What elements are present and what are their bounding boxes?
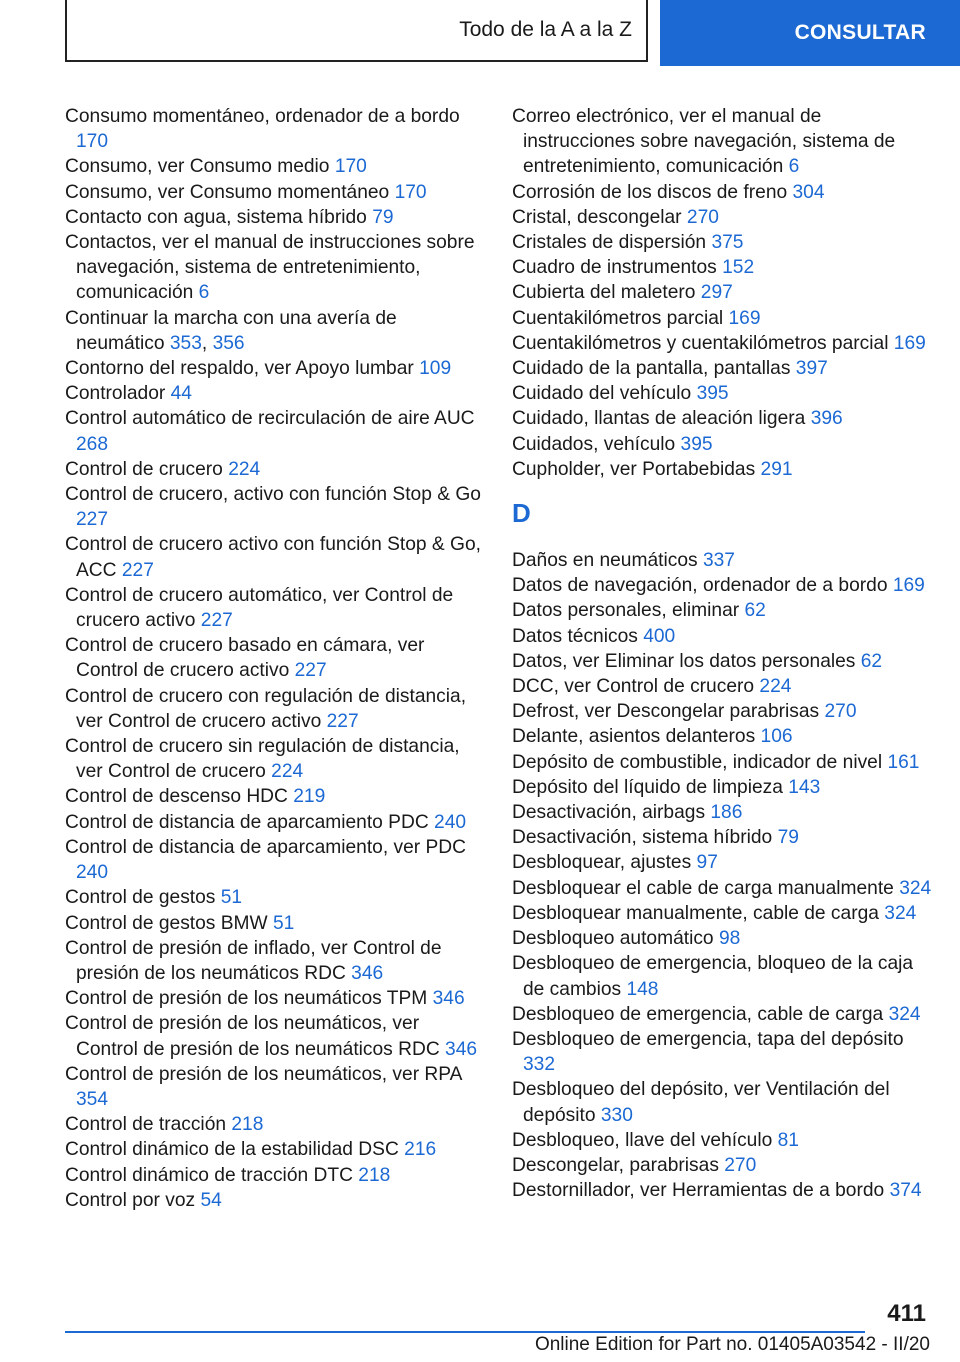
- index-entry: [65, 532, 485, 582]
- page-link[interactable]: 227: [76, 509, 109, 531]
- index-entry: [65, 381, 485, 406]
- page-link[interactable]: 62: [744, 600, 766, 622]
- index-entry-term: Desactivación, airbags: [512, 802, 706, 824]
- page-link[interactable]: 324: [899, 877, 932, 899]
- index-entry: [512, 406, 932, 431]
- index-entry-term: Cuidados, vehículo: [512, 433, 676, 455]
- index-entry: [65, 457, 485, 482]
- index-entry: [512, 104, 932, 180]
- page-link[interactable]: 240: [434, 811, 467, 833]
- page-link[interactable]: 81: [777, 1129, 799, 1151]
- index-entry: [512, 674, 932, 699]
- page-link[interactable]: 51: [272, 912, 295, 934]
- index-entry-term: Desbloqueo de emergencia, cable de carga: [512, 1003, 884, 1025]
- page-link[interactable]: 148: [626, 978, 659, 1000]
- index-entry-term: Depósito del líquido de limpieza: [512, 776, 783, 798]
- page-link[interactable]: 270: [824, 701, 857, 723]
- page-link[interactable]: 170: [394, 181, 427, 203]
- page-link[interactable]: 97: [696, 852, 718, 874]
- index-entry: [512, 825, 932, 850]
- index-entry-term: Destornillador, ver Herramientas de a bordo: [512, 1180, 885, 1202]
- index-entry-term: Control de crucero sin regulación de distancia, ver Control de crucero: [65, 736, 460, 783]
- index-entry-term: Control dinámico de tracción DTC: [65, 1164, 353, 1186]
- page-link[interactable]: 224: [271, 761, 304, 783]
- page-link[interactable]: 62: [860, 650, 883, 672]
- index-entry-term: Cubierta del maletero: [512, 282, 696, 304]
- index-entry: [65, 1062, 485, 1112]
- index-entry-term: Desbloquear el cable de carga manualmente: [512, 877, 894, 899]
- footer-edition: Online Edition for Part no. 01405A03542 - II/20: [534, 1334, 930, 1355]
- index-entry: [65, 633, 485, 683]
- index-entry: [65, 1137, 485, 1162]
- page-link[interactable]: 227: [326, 710, 359, 732]
- index-entry-term: Control de crucero con regulación de distancia, ver Control de crucero activo: [65, 685, 467, 732]
- page-link[interactable]: 346: [432, 988, 465, 1010]
- index-entry-term: Control de presión de los neumáticos, ver RPA: [65, 1063, 462, 1085]
- index-entry: [65, 1188, 485, 1213]
- index-entry: [512, 1153, 932, 1178]
- index-entry: [512, 548, 932, 573]
- index-entry-term: Control de presión de los neumáticos TPM: [65, 988, 428, 1010]
- index-entry: [512, 951, 932, 1001]
- index-entry-term: Consumo, ver Consumo medio: [65, 156, 330, 178]
- tab-index-a-z[interactable]: [65, 0, 648, 62]
- index-entry-term: Control de gestos BMW: [65, 912, 268, 934]
- index-entry-term: Desbloqueo de emergencia, bloqueo de la caja de cambios: [512, 953, 914, 1000]
- index-entry-term: Cuidado de la pantalla, pantallas: [512, 358, 791, 380]
- index-entry-term: Cuidado del vehículo: [512, 383, 692, 405]
- page-link[interactable]: 354: [76, 1088, 109, 1110]
- index-entry-term: Control de crucero, activo con función Stop & Go: [65, 484, 481, 506]
- index-entry: [65, 835, 485, 885]
- index-column-right: [512, 104, 932, 1203]
- page-link[interactable]: 374: [889, 1180, 922, 1202]
- index-entry-term: Control de presión de inflado, ver Control de presión de los neumáticos RDC: [65, 937, 442, 984]
- page-link[interactable]: 337: [702, 550, 735, 572]
- page-link[interactable]: 400: [643, 625, 676, 647]
- index-entry-term: Cuidado, llantas de aleación ligera: [512, 408, 806, 430]
- page-link[interactable]: 375: [711, 232, 744, 254]
- index-entry: [512, 230, 932, 255]
- page-link[interactable]: 170: [334, 156, 367, 178]
- index-entry: [512, 649, 932, 674]
- index-entry-term: Correo electrónico, ver el manual de instrucciones sobre navegación, sistema de entretenimiento, comunicación: [512, 106, 896, 178]
- page-link[interactable]: 152: [722, 257, 755, 279]
- index-entry-term: Consumo, ver Consumo momentáneo: [65, 181, 390, 203]
- index-entry: [65, 885, 485, 910]
- index-entry: [512, 850, 932, 875]
- index-entry: [65, 230, 485, 306]
- page-link[interactable]: 268: [76, 433, 109, 455]
- index-entry: [512, 432, 932, 457]
- index-entry: [512, 331, 932, 356]
- page-link[interactable]: 79: [777, 827, 799, 849]
- index-entry-term: Defrost, ver Descongelar parabrisas: [512, 701, 820, 723]
- index-entry: [65, 583, 485, 633]
- page-link[interactable]: 332: [523, 1054, 556, 1076]
- page-link[interactable]: 356: [212, 332, 245, 354]
- index-entry-term: Control de descenso HDC: [65, 786, 288, 808]
- page-link[interactable]: 44: [170, 383, 192, 405]
- tab-consultar-label: CONSULTAR: [794, 21, 926, 44]
- page-link[interactable]: 227: [121, 559, 154, 581]
- page-link[interactable]: 324: [888, 1003, 921, 1025]
- index-entry-term: Control de crucero automático, ver Control de crucero activo: [65, 584, 454, 632]
- page-link[interactable]: 219: [293, 786, 326, 808]
- index-entry: [512, 624, 932, 649]
- index-entry-term: Controlador: [65, 383, 166, 405]
- index-entry-term: Contacto con agua, sistema híbrido: [65, 206, 367, 228]
- index-entry: [512, 1027, 932, 1077]
- index-group-c: [512, 104, 932, 482]
- page-link[interactable]: 218: [231, 1114, 264, 1136]
- index-entry: [512, 1077, 932, 1127]
- index-entry-term: Desbloqueo, llave del vehículo: [512, 1129, 773, 1151]
- index-entry: [65, 154, 485, 179]
- index-entry: [65, 936, 485, 986]
- page-link[interactable]: 397: [795, 358, 828, 380]
- page-link[interactable]: 270: [724, 1154, 757, 1176]
- index-entry-term: Cristales de dispersión: [512, 232, 707, 254]
- page-link[interactable]: 224: [759, 676, 792, 698]
- page-link[interactable]: 291: [760, 458, 793, 480]
- index-entry-term: Delante, asientos delanteros: [512, 726, 756, 748]
- page-link[interactable]: 396: [810, 408, 843, 430]
- index-group-d: [512, 548, 932, 1203]
- index-entry: [512, 306, 932, 331]
- index-entry: [65, 1163, 485, 1188]
- index-entry-term: Daños en neumáticos: [512, 550, 698, 572]
- index-entry: [65, 986, 485, 1011]
- index-entry-term: Control de crucero basado en cámara, ver Control de crucero activo: [65, 635, 425, 682]
- index-entry: [512, 926, 932, 951]
- index-entry-term: Desbloquear, ajustes: [512, 852, 692, 874]
- page-link[interactable]: 54: [200, 1189, 222, 1211]
- index-entry: [512, 573, 932, 598]
- page-link[interactable]: 161: [887, 751, 920, 773]
- index-entry: [512, 457, 932, 482]
- index-entry: [65, 1112, 485, 1137]
- index-entry: [512, 750, 932, 775]
- page-link[interactable]: 395: [680, 433, 713, 455]
- page-link[interactable]: 227: [294, 660, 327, 682]
- index-entry-term: Depósito de combustible, indicador de nivel: [512, 751, 883, 773]
- index-entry: [65, 180, 485, 205]
- index-entry-term: Cristal, descongelar: [512, 206, 682, 228]
- index-entry-term: Cuentakilómetros parcial: [512, 307, 724, 329]
- page-link[interactable]: 353: [169, 332, 202, 354]
- index-entry: [65, 482, 485, 532]
- page-link[interactable]: 170: [76, 131, 109, 153]
- index-entry-term: Control de presión de los neumáticos, ver Control de presión de los neumáticos RDC: [65, 1013, 440, 1060]
- index-entry: [65, 205, 485, 230]
- index-entry: [65, 1011, 485, 1061]
- index-entry-term: Desbloqueo automático: [512, 928, 714, 950]
- index-entry: [512, 598, 932, 623]
- index-entry-term: Datos, ver Eliminar los datos personales: [512, 650, 856, 672]
- index-entry: [512, 775, 932, 800]
- index-entry-term: Cupholder, ver Portabebidas: [512, 458, 756, 480]
- page-link[interactable]: 186: [710, 802, 743, 824]
- index-entry-term: Control de crucero activo con función Stop & Go, ACC: [65, 534, 481, 581]
- page-link[interactable]: 169: [892, 575, 925, 597]
- page-link[interactable]: 346: [351, 962, 384, 984]
- index-entry-term: Control de distancia de aparcamiento, ver PDC: [65, 836, 467, 858]
- index-entry: [512, 1178, 932, 1203]
- index-entry: [512, 255, 932, 280]
- index-entry: [512, 876, 932, 901]
- index-entry-term: Control dinámico de la estabilidad DSC: [65, 1139, 399, 1161]
- index-entry: [512, 1128, 932, 1153]
- index-entry-term: Desbloquear manualmente, cable de carga: [512, 902, 879, 924]
- index-entry-term: Control de distancia de aparcamiento PDC: [65, 811, 429, 833]
- index-entry-term: Contorno del respaldo, ver Apoyo lumbar: [65, 358, 414, 380]
- page-link[interactable]: 240: [76, 862, 109, 884]
- index-entry-term: Consumo momentáneo, ordenador de a bordo: [65, 106, 460, 127]
- index-entry: [65, 684, 485, 734]
- page-link[interactable]: 6: [198, 282, 210, 304]
- index-entry: [65, 911, 485, 936]
- tab-consultar[interactable]: [660, 0, 960, 66]
- page-link[interactable]: 216: [404, 1139, 437, 1161]
- index-entry: [512, 356, 932, 381]
- index-entry-term: Control por voz: [65, 1189, 196, 1211]
- index-entry-term: Desbloqueo de emergencia, tapa del depósito: [512, 1028, 904, 1050]
- index-entry: [65, 810, 485, 835]
- index-entry: [65, 784, 485, 809]
- index-entry-term: Datos técnicos: [512, 625, 638, 647]
- index-entry-term: Desactivación, sistema híbrido: [512, 827, 773, 849]
- index-entry-term: Control de tracción: [65, 1114, 227, 1136]
- index-entry: [512, 381, 932, 406]
- page-link[interactable]: 79: [372, 206, 394, 228]
- index-entry: Continuar la marcha con una avería de neumático 353, 356: [65, 307, 397, 354]
- page-link[interactable]: 143: [788, 776, 821, 798]
- index-entry-term: DCC, ver Control de crucero: [512, 676, 755, 698]
- index-entry-term: Cuentakilómetros y cuentakilómetros parcial: [512, 332, 889, 354]
- page-link[interactable]: 6: [788, 156, 800, 178]
- index-entry: [512, 1002, 932, 1027]
- index-entry-term: Contactos, ver el manual de instrucciones sobre navegación, sistema de entretenimiento, comunicación: [65, 232, 475, 304]
- index-entry-term: Control de crucero: [65, 458, 223, 480]
- index-entry: [512, 180, 932, 205]
- footer-divider: [65, 1331, 865, 1333]
- page-link[interactable]: 270: [686, 206, 719, 228]
- page-link[interactable]: 169: [893, 332, 926, 354]
- page-link[interactable]: 109: [419, 358, 452, 380]
- index-entry: [512, 800, 932, 825]
- index-column-left: [65, 104, 485, 1213]
- index-entry: [65, 104, 485, 154]
- index-entry: [512, 699, 932, 724]
- index-entry-term: Corrosión de los discos de freno: [512, 181, 788, 203]
- page-link[interactable]: 346: [445, 1038, 478, 1060]
- index-entry: [512, 205, 932, 230]
- page-link[interactable]: 227: [200, 610, 233, 632]
- index-entry-term: Control automático de recirculación de aire AUC: [65, 408, 475, 430]
- index-entry-term: Continuar la marcha con una avería de neumático: [65, 307, 397, 354]
- page-link[interactable]: 330: [600, 1104, 633, 1126]
- index-entry-term: Control de gestos: [65, 887, 216, 909]
- tab-index-a-z-label: Todo de la A a la Z: [459, 18, 632, 41]
- index-entry: [512, 724, 932, 749]
- page-link[interactable]: 297: [700, 282, 733, 304]
- page-link[interactable]: 98: [718, 928, 741, 950]
- index-entry-term: Datos de navegación, ordenador de a bordo: [512, 575, 888, 597]
- page-link[interactable]: 224: [228, 458, 261, 480]
- page-link[interactable]: 395: [696, 383, 729, 405]
- index-entry: [512, 280, 932, 305]
- header-tabbar: [0, 0, 960, 66]
- index-entry: [65, 406, 485, 456]
- page-number: 411: [887, 1300, 926, 1327]
- index-entry-term: Desbloqueo del depósito, ver Ventilación del depósito: [512, 1079, 890, 1126]
- page-link[interactable]: 218: [358, 1164, 391, 1186]
- page-link[interactable]: 51: [220, 887, 243, 909]
- index-entry: [512, 901, 932, 926]
- index-entry-term: Datos personales, eliminar: [512, 600, 740, 622]
- page-link[interactable]: 304: [792, 181, 825, 203]
- index-entry: [65, 734, 485, 784]
- page-link[interactable]: 324: [884, 902, 917, 924]
- page-link[interactable]: 106: [760, 726, 793, 748]
- index-entry-term: Descongelar, parabrisas: [512, 1154, 719, 1176]
- index-entry-term: Cuadro de instrumentos: [512, 257, 717, 279]
- page-link[interactable]: 169: [728, 307, 761, 329]
- index-entry: [65, 356, 485, 381]
- section-letter: D: [512, 498, 531, 529]
